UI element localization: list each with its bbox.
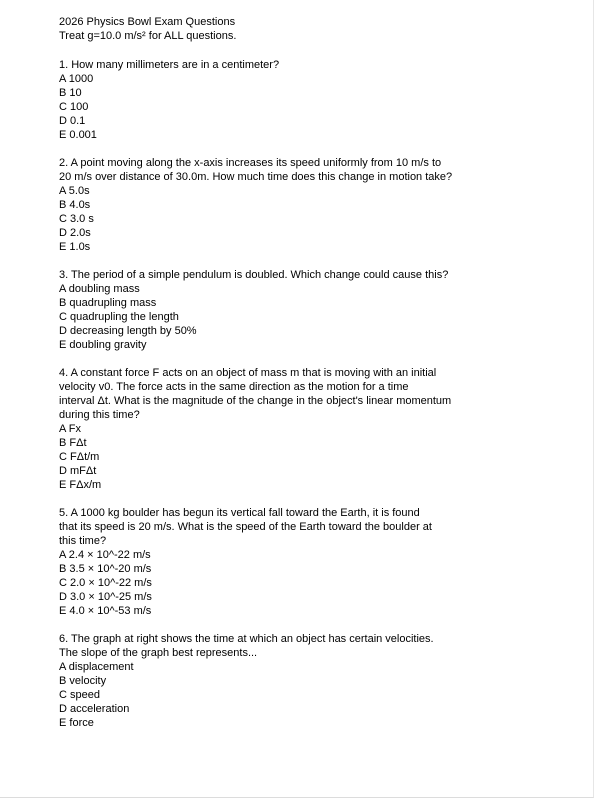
document-title: 2026 Physics Bowl Exam Questions: [59, 16, 236, 28]
option-a: A 1000: [59, 73, 94, 85]
option-e: E FΔx/m: [59, 479, 102, 491]
option-c: C 3.0 s: [59, 213, 94, 225]
question-line: during this time?: [59, 409, 140, 421]
question-line: 2. A point moving along the x-axis increases its speed uniformly from 10 m/s to: [59, 157, 442, 169]
question-2: [59, 156, 529, 254]
question-line: interval Δt. What is the magnitude of the change in the object's linear momentum: [59, 395, 452, 407]
option-d: D acceleration: [59, 703, 130, 715]
option-d: D decreasing length by 50%: [59, 325, 197, 337]
page-content: [59, 15, 529, 744]
option-c: C FΔt/m: [59, 451, 100, 463]
option-e: E doubling gravity: [59, 339, 147, 351]
option-c: C 100: [59, 101, 89, 113]
option-d: D 0.1: [59, 115, 86, 127]
option-e: E 1.0s: [59, 241, 91, 253]
question-text: [59, 632, 529, 660]
question-line: 20 m/s over distance of 30.0m. How much time does this change in motion take?: [59, 171, 453, 183]
question-line: 3. The period of a simple pendulum is doubled. Which change could cause this?: [59, 269, 449, 281]
document-header: [59, 15, 529, 43]
question-3: [59, 268, 529, 352]
question-line: that its speed is 20 m/s. What is the speed of the Earth toward the boulder at: [59, 521, 432, 533]
question-line: 6. The graph at right shows the time at which an object has certain velocities.: [59, 633, 434, 645]
document-subtitle: Treat g=10.0 m/s² for ALL questions.: [59, 30, 237, 42]
option-b: B quadrupling mass: [59, 297, 157, 309]
question-1: [59, 58, 529, 142]
question-4: [59, 366, 529, 492]
option-d: D 3.0 × 10^-25 m/s: [59, 591, 152, 603]
question-5: [59, 506, 529, 618]
question-line: 1. How many millimeters are in a centimeter?: [59, 59, 280, 71]
option-b: B 3.5 × 10^-20 m/s: [59, 563, 152, 575]
question-text: [59, 58, 529, 72]
option-c: C quadrupling the length: [59, 311, 179, 323]
option-d: D 2.0s: [59, 227, 91, 239]
option-b: B FΔt: [59, 437, 87, 449]
option-c: C speed: [59, 689, 100, 701]
option-b: B 10: [59, 87, 82, 99]
question-text: [59, 156, 529, 184]
option-e: E 0.001: [59, 129, 97, 141]
question-line: 5. A 1000 kg boulder has begun its vertical fall toward the Earth, it is found: [59, 507, 420, 519]
option-b: B velocity: [59, 675, 107, 687]
option-d: D mFΔt: [59, 465, 97, 477]
question-line: velocity v0. The force acts in the same direction as the motion for a time: [59, 381, 409, 393]
question-line: The slope of the graph best represents...: [59, 647, 258, 659]
option-e: E force: [59, 717, 94, 729]
option-a: A Fx: [59, 423, 82, 435]
option-e: E 4.0 × 10^-53 m/s: [59, 605, 152, 617]
option-b: B 4.0s: [59, 199, 91, 211]
question-text: [59, 366, 529, 422]
question-line: this time?: [59, 535, 107, 547]
question-text: [59, 506, 529, 548]
option-a: A displacement: [59, 661, 134, 673]
option-c: C 2.0 × 10^-22 m/s: [59, 577, 152, 589]
option-a: A 2.4 × 10^-22 m/s: [59, 549, 151, 561]
option-a: A doubling mass: [59, 283, 140, 295]
question-text: [59, 268, 529, 282]
option-a: A 5.0s: [59, 185, 90, 197]
question-line: 4. A constant force F acts on an object of mass m that is moving with an initial: [59, 367, 437, 379]
question-6: [59, 632, 529, 730]
